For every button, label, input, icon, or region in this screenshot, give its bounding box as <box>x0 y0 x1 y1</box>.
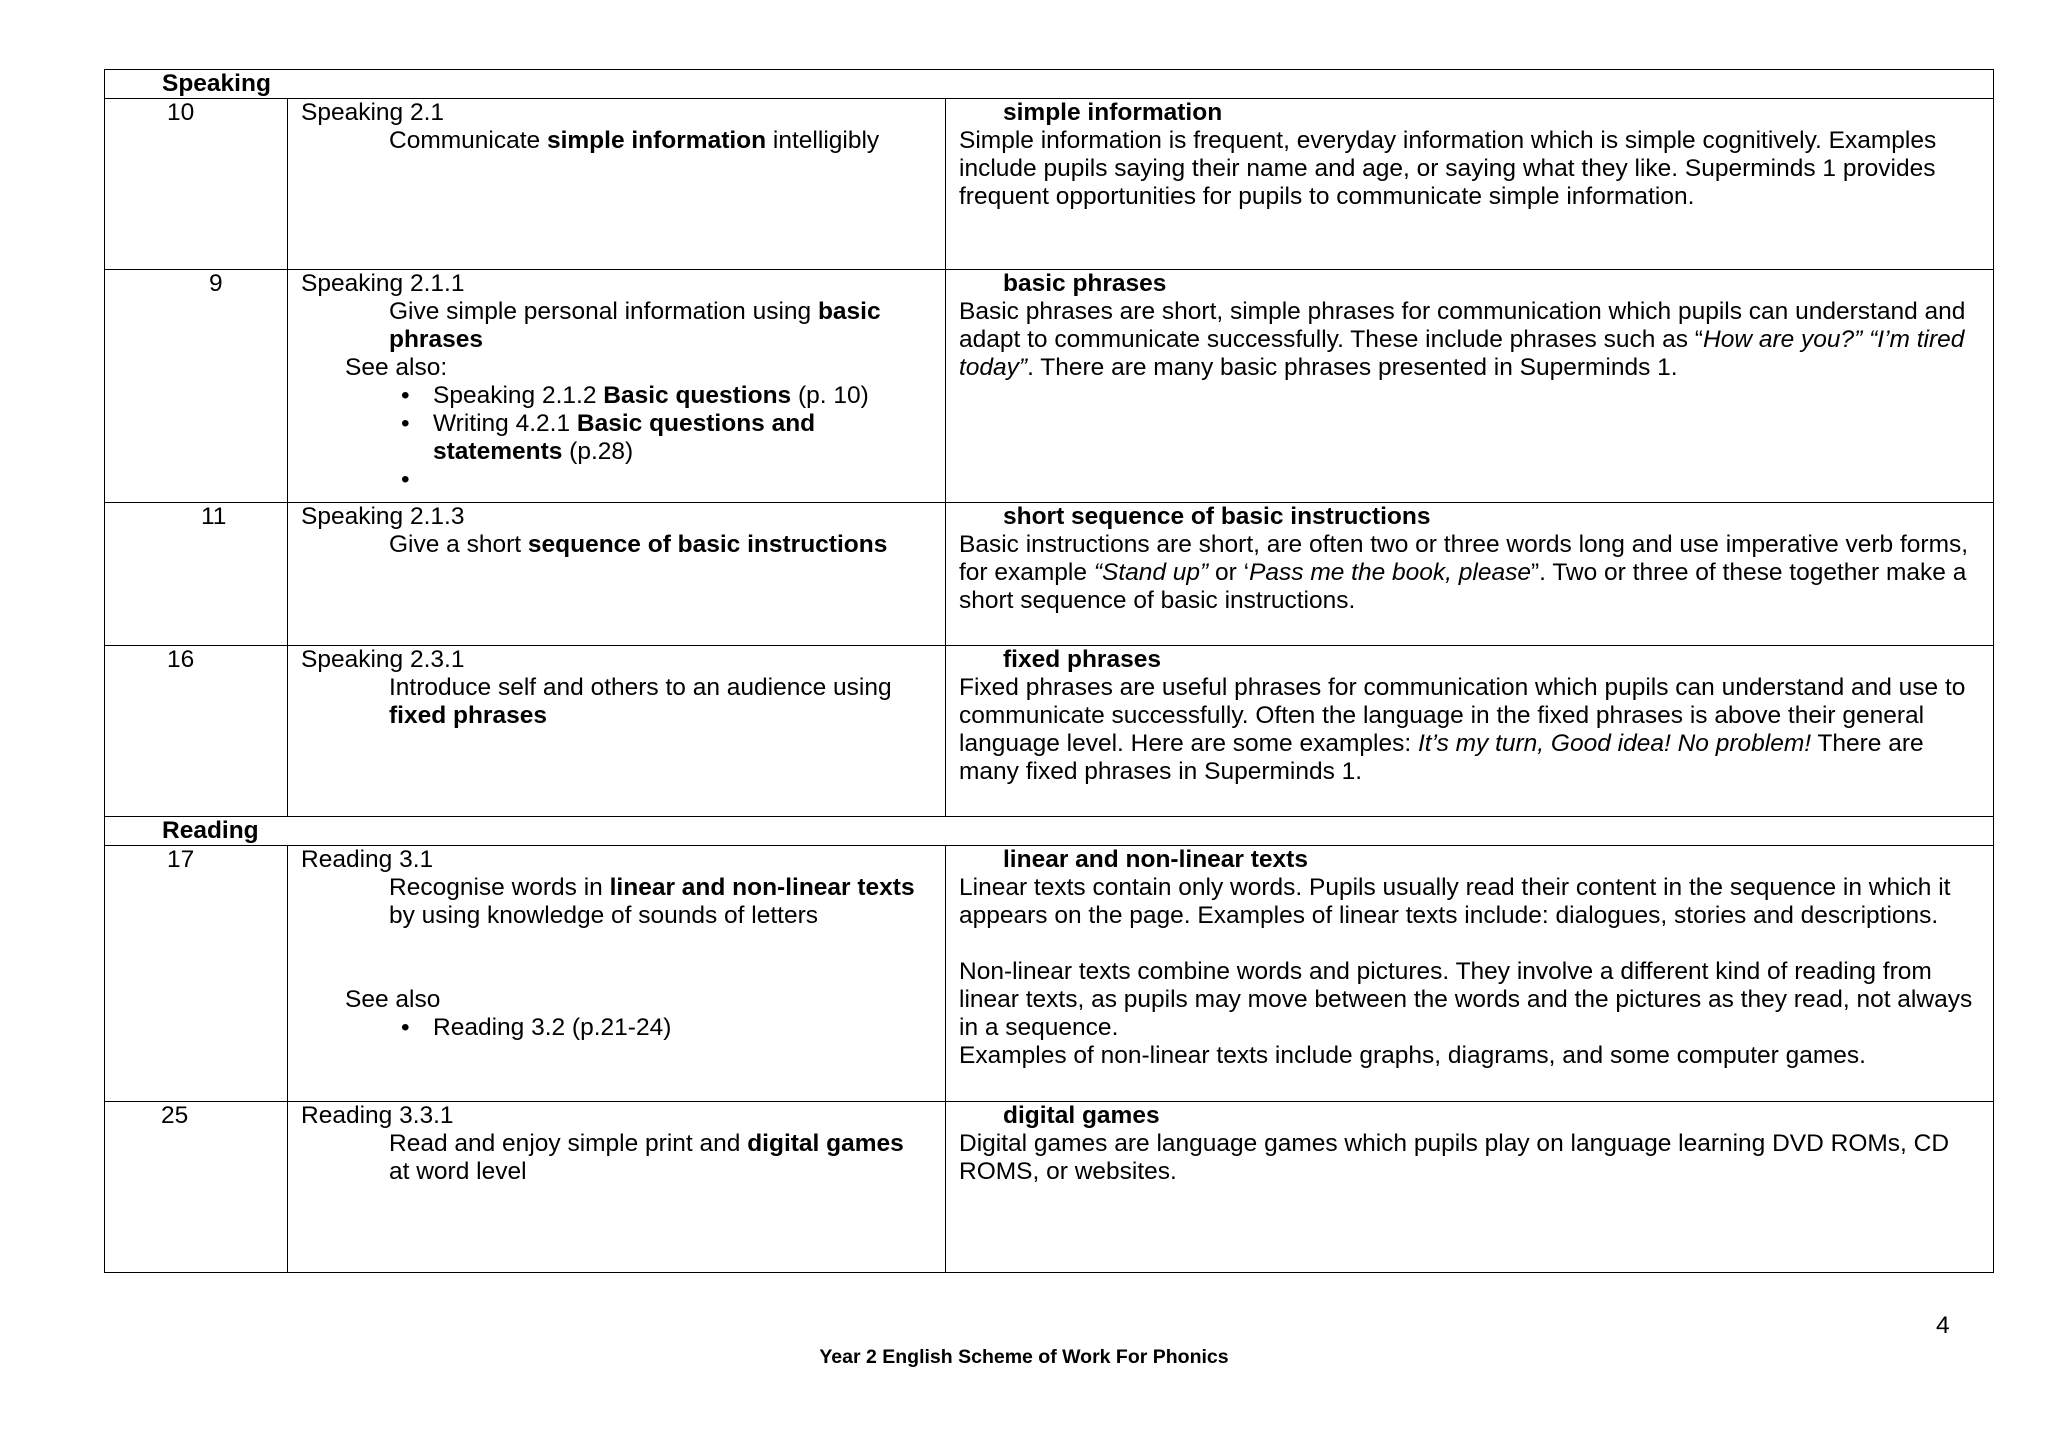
see-also-list <box>301 1014 931 1042</box>
section-row-reading <box>105 817 1994 846</box>
explanation-text: Fixed phrases are useful phrases for communication which pupils can understand and use to communicate successfully. Often the language in the fixed phrases is above their general language level. Here are some examples: <box>959 674 1966 757</box>
explanation-cell <box>946 503 1994 646</box>
explanation-example: It’s my turn, Good idea! No problem! <box>1417 730 1812 757</box>
explanation-text: Basic instructions are short, are often two or three words long and use imperative verb forms, for example <box>959 531 1969 586</box>
standard-description <box>301 1130 931 1186</box>
standard-description <box>301 874 931 930</box>
standard-code: Reading 3.1 <box>301 846 434 873</box>
glossary-explanation <box>959 674 1979 786</box>
standard-key-term: digital games <box>747 1130 904 1157</box>
glossary-term: short sequence of basic instructions <box>1003 503 1431 530</box>
glossary-explanation <box>959 531 1979 615</box>
glossary-explanation <box>959 298 1979 382</box>
standard-code: Speaking 2.1.1 <box>301 270 465 297</box>
see-also-list <box>301 382 931 494</box>
standard-description <box>301 674 931 730</box>
page-reference <box>105 846 288 1102</box>
reference-page: (p.28) <box>562 438 634 465</box>
explanation-cell <box>946 270 1994 503</box>
see-also-label: See also <box>345 986 441 1013</box>
glossary-explanation-paragraph: Examples of non-linear texts include graphs, diagrams, and some computer games. <box>959 1042 1866 1069</box>
glossary-explanation-paragraph: Linear texts contain only words. Pupils usually read their content in the sequence in which it appears on the page. Examples of linear texts include: dialogues, stories and descriptions. <box>959 874 1951 929</box>
standard-key-term: basic phrases <box>389 298 881 353</box>
table-row <box>105 646 1994 817</box>
page-reference-value: 9 <box>209 270 223 297</box>
page-reference-value: 10 <box>167 99 195 126</box>
standard-description-text: Communicate <box>389 127 547 154</box>
section-heading-speaking: Speaking <box>105 70 1994 99</box>
standard-description-text: Give simple personal information using <box>389 298 818 325</box>
page-footer: Year 2 English Scheme of Work For Phonics <box>819 1346 1229 1368</box>
standard-cell <box>288 646 946 817</box>
glossary-explanation-paragraph: Non-linear texts combine words and pictures. They involve a different kind of reading from linear texts, as pupils may move between the words and the pictures as they read, not always in a sequence. <box>959 958 1973 1041</box>
spacer <box>959 930 1979 958</box>
page-reference <box>105 503 288 646</box>
standard-description-text: Read and enjoy simple print and <box>389 1130 748 1157</box>
section-heading-reading: Reading <box>105 817 1994 846</box>
see-also-label: See also: <box>345 354 448 381</box>
reference-key-term: Basic questions and statements <box>433 410 816 465</box>
standard-cell <box>288 846 946 1102</box>
page-reference <box>105 99 288 270</box>
standard-description <box>301 531 931 559</box>
spacer <box>301 930 931 958</box>
page-reference-value: 17 <box>167 846 195 873</box>
standard-description-text: by using knowledge of sounds of letters <box>389 902 819 929</box>
standard-description-text: intelligibly <box>766 127 880 154</box>
table-row <box>105 270 1994 503</box>
standard-key-term: simple information <box>546 127 767 154</box>
table-row <box>105 846 1994 1102</box>
table-row <box>105 1102 1994 1273</box>
explanation-cell <box>946 1102 1994 1273</box>
explanation-text: or ‘ <box>1208 559 1250 586</box>
explanation-text: Basic phrases are short, simple phrases for communication which pupils can understand and adapt to communicate successfully. These include phrases such as “ <box>959 298 1966 353</box>
glossary-term: basic phrases <box>1003 270 1167 297</box>
standard-cell <box>288 503 946 646</box>
page-reference-value: 11 <box>201 503 227 530</box>
standard-description-text: Introduce self and others to an audience using <box>389 674 892 701</box>
explanation-cell <box>946 846 1994 1102</box>
standard-description <box>301 127 931 155</box>
standard-cell <box>288 1102 946 1273</box>
glossary-term: linear and non-linear texts <box>1003 846 1308 873</box>
standard-code: Speaking 2.1.3 <box>301 503 465 530</box>
list-item <box>389 410 931 466</box>
list-item <box>389 466 931 494</box>
glossary-term: fixed phrases <box>1003 646 1161 673</box>
section-row-speaking <box>105 70 1994 99</box>
reference-text: Reading 3.2 (p.21-24) <box>433 1014 672 1041</box>
standard-cell <box>288 270 946 503</box>
table-row <box>105 503 1994 646</box>
explanation-text: ”. Two or three of these together make a short sequence of basic instructions. <box>959 559 1967 614</box>
explanation-example: How are you?” “I’m tired today” <box>959 326 1965 381</box>
page-reference <box>105 1102 288 1273</box>
glossary-term: digital games <box>1003 1102 1160 1129</box>
reference-key-term: Basic questions <box>603 382 792 409</box>
standard-description <box>301 298 931 354</box>
page-reference-value: 16 <box>167 646 195 673</box>
standard-key-term: sequence of basic instructions <box>527 531 888 558</box>
standard-description-text: Recognise words in <box>389 874 610 901</box>
spacer <box>301 958 931 986</box>
page-reference <box>105 646 288 817</box>
standard-cell <box>288 99 946 270</box>
list-item <box>389 382 931 410</box>
explanation-text: There are many fixed phrases in Superminds 1. <box>959 730 1924 785</box>
explanation-cell <box>946 99 1994 270</box>
standard-code: Speaking 2.1 <box>301 99 445 126</box>
standard-code: Reading 3.3.1 <box>301 1102 454 1129</box>
standard-description-text: at word level <box>389 1158 527 1185</box>
reference-page: (p. 10) <box>791 382 869 409</box>
explanation-example: Pass me the book, please <box>1249 559 1531 586</box>
glossary-explanation: Simple information is frequent, everyday information which is simple cognitively. Examples include pupils saying their name and age, or saying what they like. Superminds 1 provides frequent opportunities for pupils to communicate simple information. <box>959 127 1937 210</box>
standard-code: Speaking 2.3.1 <box>301 646 465 673</box>
glossary-explanation: Digital games are language games which pupils play on language learning DVD ROMs, CD ROMS, or websites. <box>959 1130 1950 1185</box>
glossary-term: simple information <box>1003 99 1223 126</box>
list-item <box>389 1014 931 1042</box>
page-number: 4 <box>1936 1312 1950 1339</box>
page-reference <box>105 270 288 503</box>
standard-key-term: linear and non-linear texts <box>609 874 915 901</box>
scheme-of-work-table <box>104 69 1994 1273</box>
standard-description-text: Give a short <box>389 531 528 558</box>
reference-text: Speaking 2.1.2 <box>433 382 604 409</box>
reference-text: Writing 4.2.1 <box>433 410 577 437</box>
standard-key-term: fixed phrases <box>389 702 547 729</box>
page-reference-value: 25 <box>161 1102 189 1129</box>
explanation-example: “Stand up” <box>1093 559 1209 586</box>
explanation-text: . There are many basic phrases presented in Superminds 1. <box>1027 354 1678 381</box>
explanation-cell <box>946 646 1994 817</box>
table-row <box>105 99 1994 270</box>
